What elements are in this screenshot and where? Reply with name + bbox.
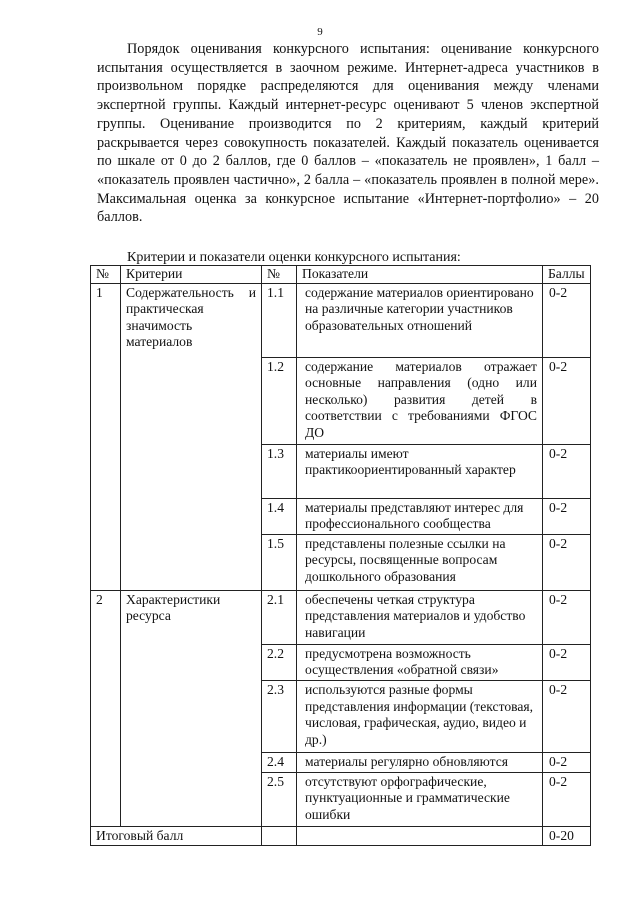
indicator-text: материалы регулярно обновляются <box>297 752 543 772</box>
indicator-score: 0-2 <box>543 498 591 534</box>
total-empty-num <box>262 826 297 846</box>
indicator-num: 2.3 <box>262 680 297 752</box>
indicator-num: 1.2 <box>262 357 297 444</box>
indicator-score: 0-2 <box>543 772 591 826</box>
indicator-text: используются разные формы представления информации (текстовая, числовая, графическая, аудио, видео и др.) <box>297 680 543 752</box>
indicator-num: 2.4 <box>262 752 297 772</box>
indicator-num: 2.1 <box>262 590 297 644</box>
indicator-text: содержание материалов отражает основные направления (одно или несколько) развития детей в соответствии с требованиями ФГОС ДО <box>297 357 543 444</box>
criterion-name <box>121 283 262 590</box>
indicator-score: 0-2 <box>543 752 591 772</box>
indicator-score: 0-2 <box>543 680 591 752</box>
indicator-score: 0-2 <box>543 644 591 680</box>
indicator-score: 0-2 <box>543 590 591 644</box>
indicator-num: 2.2 <box>262 644 297 680</box>
intro-paragraph: Порядок оценивания конкурсного испытания: оценивание конкурсного испытания осуществляется в заочном режиме. Интернет-адреса участников в произвольном порядке распределяются для оценивания между членами экспертной группы. Каждый интернет-ресурс оценивают 5 членов экспертной группы. Оценивание производится по 2 критериям, каждый критерий раскрывается через совокупность показателей. Каждый показатель оценивается по шкале от 0 до 2 баллов, где 0 баллов – «показатель не проявлен», 1 балл – «показатель проявлен частично», 2 балла – «показатель проявлен в полной мере». Максимальная оценка за конкурсное испытание «Интернет-портфолио» – 20 баллов. <box>97 41 599 226</box>
table-row <box>91 283 591 357</box>
criterion-name <box>121 590 262 826</box>
indicator-text: материалы имеют практикоориентированный характер <box>297 444 543 498</box>
total-score: 0-20 <box>543 826 591 846</box>
header-ind-num: № <box>262 266 297 284</box>
criterion-name-text: Содержательность и практическая значимость материалов <box>126 284 256 350</box>
header-score: Баллы <box>543 266 591 284</box>
indicator-num: 1.3 <box>262 444 297 498</box>
indicator-text: материалы представляют интерес для профессионального сообщества <box>297 498 543 534</box>
indicator-text: содержание материалов ориентировано на различные категории участников образовательных отношений <box>297 283 543 357</box>
indicator-num: 1.5 <box>262 534 297 590</box>
indicator-num: 1.1 <box>262 283 297 357</box>
criterion-num: 1 <box>91 283 121 590</box>
table-row <box>91 590 591 644</box>
indicator-score: 0-2 <box>543 534 591 590</box>
indicator-score: 0-2 <box>543 283 591 357</box>
indicator-text: предусмотрена возможность осуществления «обратной связи» <box>297 644 543 680</box>
criterion-num: 2 <box>91 590 121 826</box>
indicator-num: 2.5 <box>262 772 297 826</box>
table-caption: Критерии и показатели оценки конкурсного испытания: <box>127 250 461 265</box>
header-criteria: Критерии <box>121 266 262 284</box>
indicator-text: обеспечены четкая структура представления материалов и удобство навигации <box>297 590 543 644</box>
indicator-text: представлены полезные ссылки на ресурсы, посвященные вопросам дошкольного образования <box>297 534 543 590</box>
indicator-score: 0-2 <box>543 357 591 444</box>
header-indicators: Показатели <box>297 266 543 284</box>
indicator-score: 0-2 <box>543 444 591 498</box>
header-num: № <box>91 266 121 284</box>
indicator-text: отсутствуют орфографические, пунктуационные и грамматические ошибки <box>297 772 543 826</box>
criteria-table <box>90 265 591 846</box>
total-label: Итоговый балл <box>91 826 262 846</box>
page-number: 9 <box>317 26 323 38</box>
criterion-name-text: Характеристики ресурса <box>126 591 221 624</box>
table-header-row <box>91 266 591 284</box>
total-empty-text <box>297 826 543 846</box>
indicator-num: 1.4 <box>262 498 297 534</box>
total-row <box>91 826 591 846</box>
